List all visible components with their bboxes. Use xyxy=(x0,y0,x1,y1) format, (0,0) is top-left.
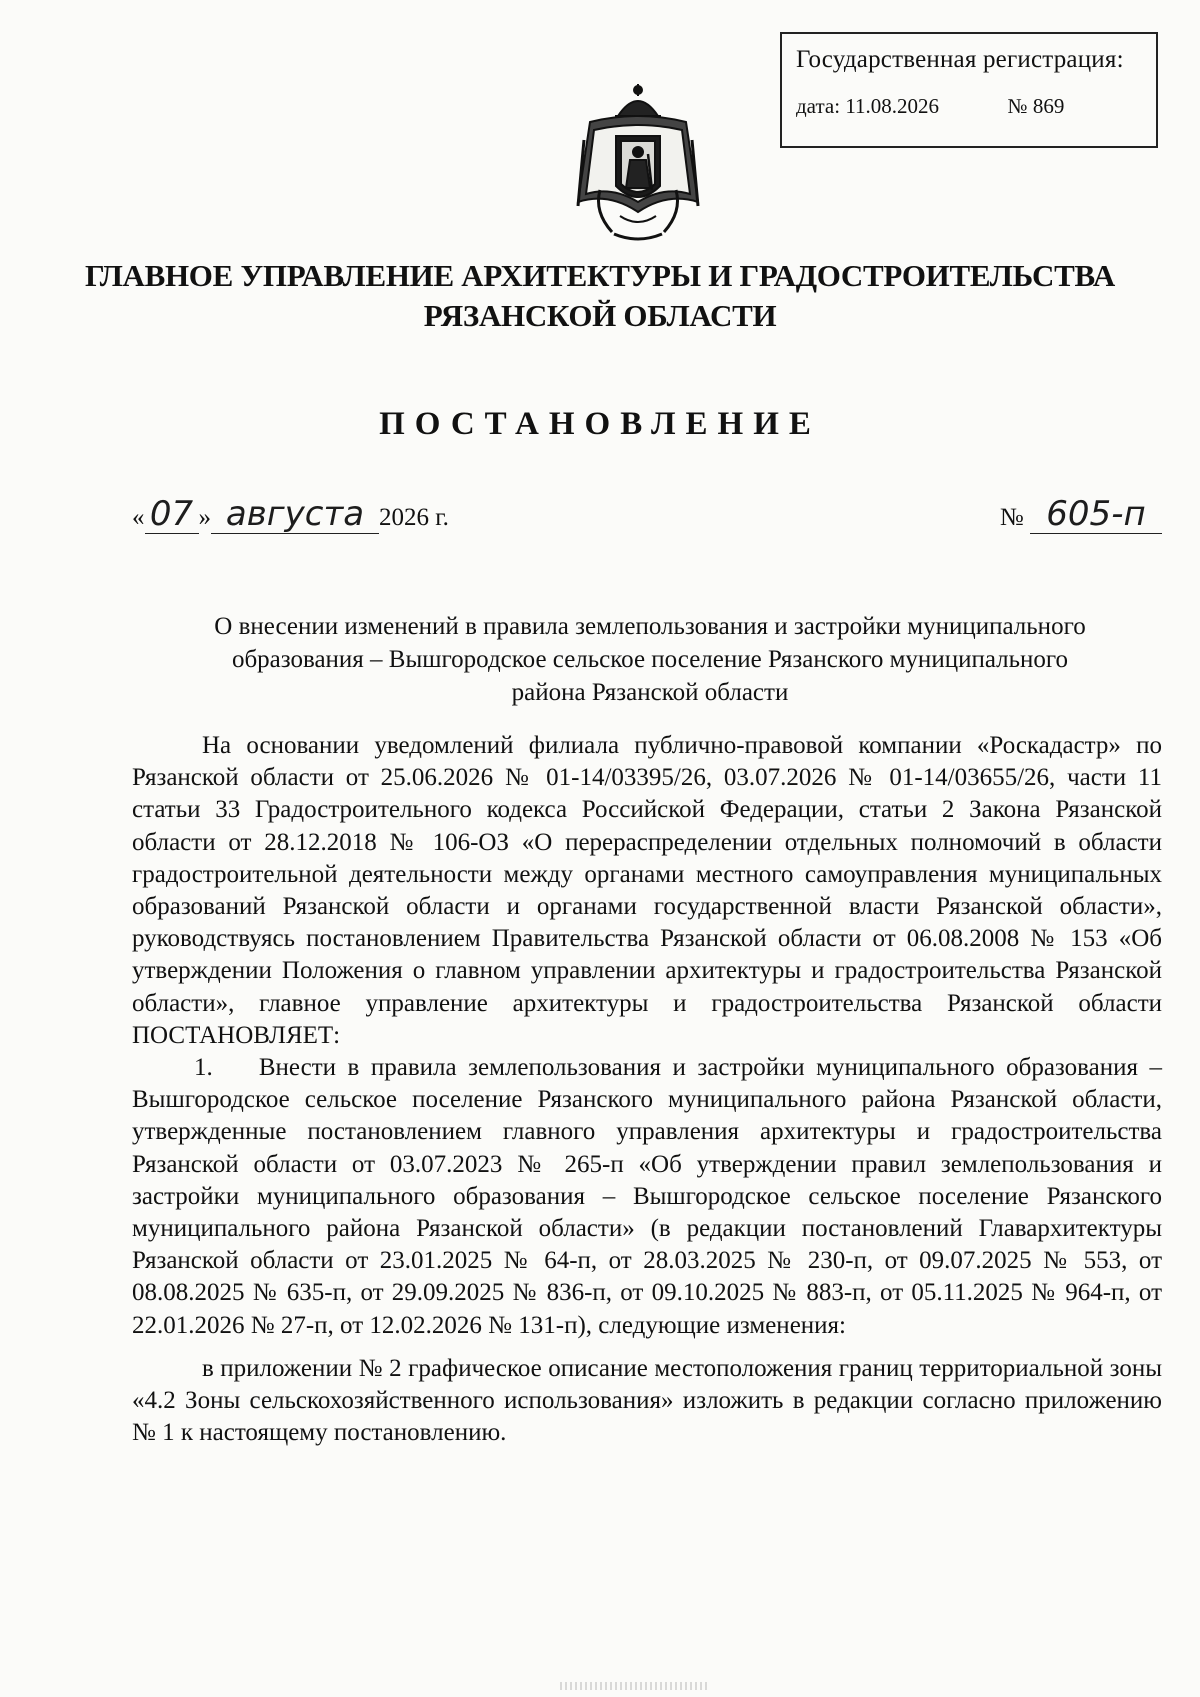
subject-line1: О внесении изменений в правила землепользования и застройки муниципального xyxy=(214,613,1086,640)
item-1-number: 1. xyxy=(194,1054,213,1082)
decree-body xyxy=(132,730,1162,1449)
decree-subject xyxy=(140,610,1160,709)
agency-name-line1: ГЛАВНОЕ УПРАВЛЕНИЕ АРХИТЕКТУРЫ И ГРАДОСТРОИТЕЛЬСТВА xyxy=(84,258,1115,293)
item-1-text: Внести в правила землепользования и застройки муниципального образования – Вышгородское сельское поселение Рязанского муниципального района Рязанской области, утвержденные постановлением главного управления архитектуры и градостроительства Рязанской области от 03.07.2023 № 265-п «Об утверждении правил землепользования и застройки муниципального образования – Вышгородское сельское поселение Рязанского муниципального района Рязанской области» (в редакции постановлений Главархитектуры Рязанской области от 23.01.2025 № 64-п, от 28.03.2025 № 230-п, от 09.07.2025 № 553, от 08.08.2025 № 635-п, от 29.09.2025 № 836-п, от 09.10.2025 № 883-п, от 05.11.2025 № 964-п, от 22.01.2026 № 27-п, от 12.02.2026 № 131-п), следующие изменения: xyxy=(132,1054,1162,1339)
registration-stamp xyxy=(780,32,1158,148)
item-1-paragraph xyxy=(132,1052,1162,1342)
document-type: ПОСТАНОВЛЕНИЕ xyxy=(379,406,821,442)
decree-number xyxy=(1000,495,1162,534)
handwritten-month: августа xyxy=(211,495,379,534)
agency-name-line2: РЯЗАНСКОЙ ОБЛАСТИ xyxy=(423,298,777,333)
decree-dateline xyxy=(132,490,1162,540)
scan-artifact xyxy=(560,1682,710,1690)
registration-details xyxy=(796,94,1156,119)
decree-date xyxy=(132,495,449,534)
preamble-paragraph: На основании уведомлений филиала публично-правовой компании «Роскадастр» по Рязанской области от 25.06.2026 № 01-14/03395/26, 03.07.2026 № 01-14/03655/26, части 11 статьи 33 Градостроительного кодекса Российской Федерации, статьи 2 Закона Рязанской области от 28.12.2018 № 106-ОЗ «О перераспределении отдельных полномочий в области градостроительной деятельности между органами местного самоуправления муниципальных образований Рязанской области и органами государственной власти Рязанской области», руководствуясь постановлением Правительства Рязанской области от 06.08.2008 № 153 «Об утверждении Положения о главном управлении архитектуры и градостроительства Рязанской области», главное управление архитектуры и градостроительства Рязанской области ПОСТАНОВЛЯЕТ: xyxy=(132,732,1162,1049)
subject-line2: образования – Вышгородское сельское поселение Рязанского муниципального xyxy=(231,646,1069,673)
date-open-quote: « xyxy=(132,504,145,531)
subject-line3: района Рязанской области xyxy=(511,679,789,706)
decree-number-label: № xyxy=(999,504,1024,531)
registration-number-label: № xyxy=(1007,94,1028,118)
handwritten-day: 07 xyxy=(145,495,199,534)
ryazan-coat-of-arms-icon xyxy=(560,82,716,244)
registration-title: Государственная регистрация: xyxy=(796,46,1124,73)
date-year: 2026 г. xyxy=(379,504,449,531)
registration-date: 11.08.2026 xyxy=(845,94,940,118)
handwritten-decree-number: 605-п xyxy=(1030,495,1162,534)
item-1-subparagraph: в приложении № 2 графическое описание местоположения границ территориальной зоны «4.2 Зоны сельскохозяйственного использования» изложить в редакции согласно приложению № 1 к настоящему постановлению. xyxy=(132,1354,1162,1447)
agency-name xyxy=(0,256,1200,336)
date-close-quote: » xyxy=(198,504,211,531)
registration-date-label: дата: xyxy=(796,94,841,118)
registration-number: 869 xyxy=(1032,94,1065,118)
